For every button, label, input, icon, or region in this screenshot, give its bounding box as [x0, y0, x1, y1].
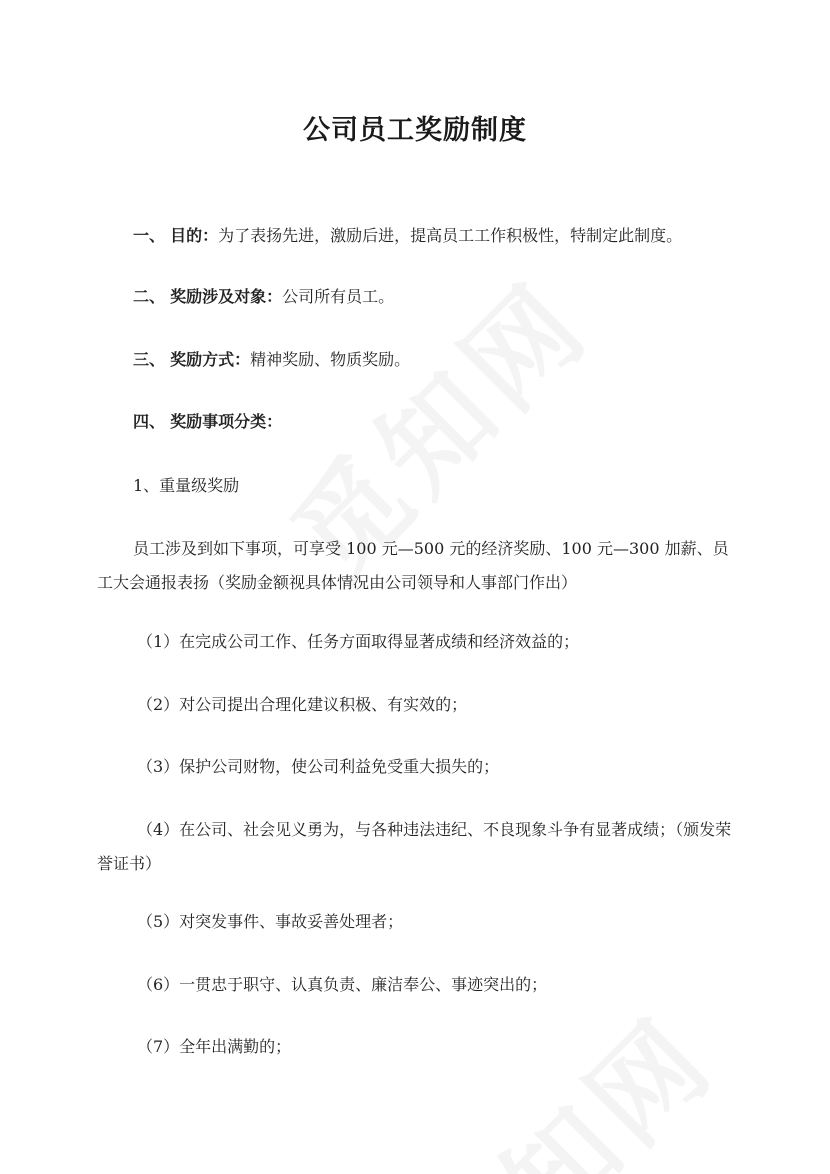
section-label: 奖励事项分类： — [170, 412, 283, 431]
list-item: （3）保护公司财物，使公司利益免受重大损失的； — [137, 757, 500, 776]
section-text: 为了表扬先进，激励后进，提高员工工作积极性，特制定此制度。 — [218, 226, 683, 245]
section-number: 一、 — [133, 226, 166, 245]
section-label: 奖励涉及对象： — [170, 287, 283, 306]
section-label: 目的： — [170, 226, 219, 245]
section-label: 奖励方式： — [170, 350, 251, 369]
section-purpose — [133, 222, 682, 250]
list-item: （7）全年出满勤的； — [137, 1037, 292, 1056]
watermark — [377, 976, 743, 1174]
section-text: 公司所有员工。 — [282, 287, 395, 306]
list-item: （6）一贯忠于职守、认真负责、廉洁奉公、事迹突出的； — [137, 975, 548, 994]
section-number: 三、 — [133, 350, 166, 369]
list-item: （4）在公司、社会见义勇为，与各种违法违纪、不良现象斗争有显著成绩；（颁发荣誉证书） — [97, 820, 732, 873]
section-number: 四、 — [133, 412, 166, 431]
intro-paragraph: 员工涉及到如下事项，可享受 100 元—500 元的经济奖励、100 元—300 加薪、员工大会通报表扬（奖励金额视具体情况由公司领导和人事部门作出） — [97, 539, 729, 592]
section-text: 精神奖励、物质奖励。 — [250, 350, 411, 369]
subheading: 1、重量级奖励 — [133, 476, 240, 495]
list-item: （5）对突发事件、事故妥善处理者； — [137, 912, 404, 931]
page-title: 公司员工奖励制度 — [303, 115, 527, 146]
section-categories — [133, 408, 282, 436]
section-scope — [133, 283, 394, 311]
list-item: （1）在完成公司工作、任务方面取得显著成绩和经济效益的； — [137, 632, 580, 651]
list-item: （2）对公司提出合理化建议积极、有实效的； — [137, 695, 468, 714]
section-method — [133, 346, 410, 374]
section-number: 二、 — [133, 287, 166, 306]
